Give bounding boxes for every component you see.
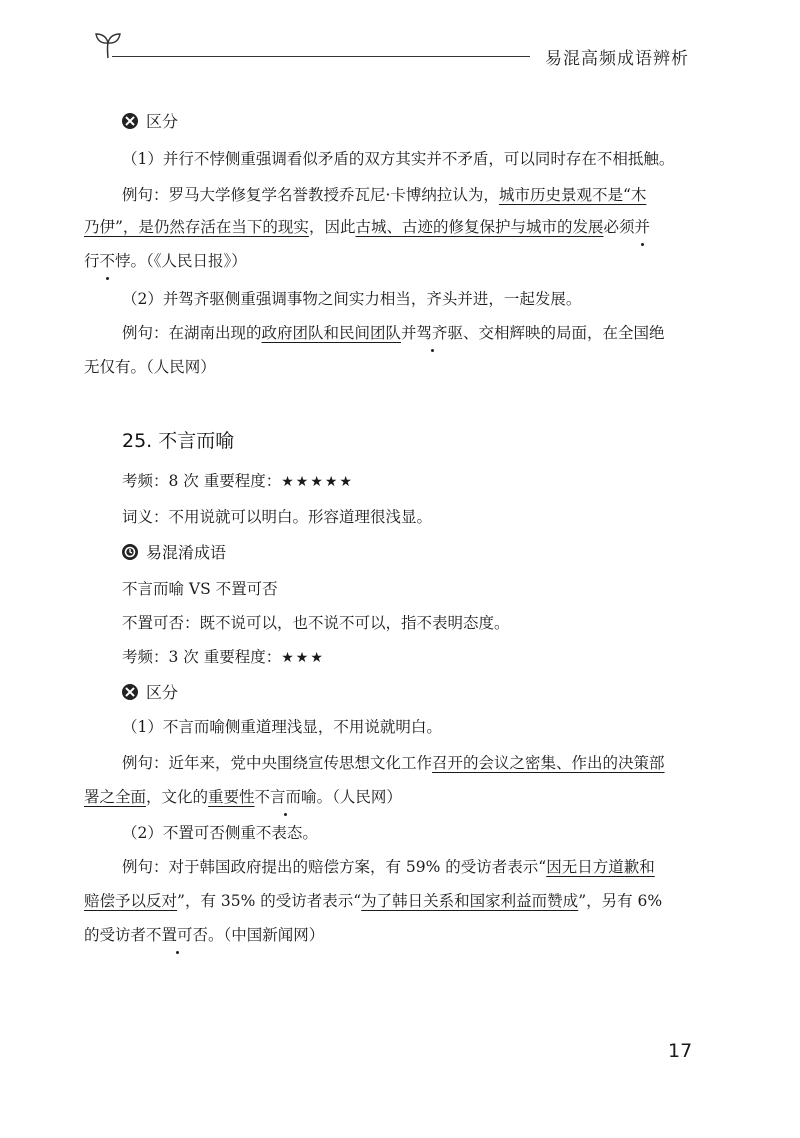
meaning-line: 词义：不用说就可以明白。形容道理很浅显。: [122, 508, 433, 526]
text-span: 。（《人民日报》）: [130, 252, 247, 270]
header-title: 易混高频成语辨析: [545, 49, 689, 69]
confuse-label: [122, 542, 226, 564]
text-span: 例句：在湖南出现的: [122, 324, 262, 342]
example-line: [84, 924, 324, 946]
entry-heading: 25. 不言而喻: [122, 430, 235, 452]
paragraph: （2）不置可否侧重不表态。: [122, 824, 318, 842]
section-label: [122, 111, 178, 133]
underlined-text: 为了韩日关系和国家利益而赞成: [361, 892, 579, 910]
vs-line: 不言而喻 VS 不置可否: [122, 580, 278, 598]
importance-stars: ★★★★★: [281, 474, 354, 490]
example-line: [122, 752, 665, 774]
example-line: 无仅有。（人民网）: [84, 358, 216, 376]
frequency-label: 考频：3 次 重要程度：: [122, 648, 282, 666]
confuse-label-text: 易混淆成语: [146, 543, 227, 562]
emphasis-text: 并: [634, 218, 650, 236]
frequency-label: 考频：8 次 重要程度：: [122, 472, 282, 490]
confuse-icon: [122, 544, 138, 560]
section-label-text: 区分: [146, 112, 179, 131]
emphasis-text: 不言而喻: [254, 788, 317, 806]
text-span: 。（中国新闻网）: [208, 926, 325, 944]
text-span: 例句：对于韩国政府提出的赔偿方案，有 59% 的受访者表示“: [122, 858, 547, 876]
underlined-text: 重要性: [208, 788, 255, 806]
page-number: 17: [668, 1040, 693, 1062]
emphasis-text: 不置可否: [146, 926, 209, 944]
emphasis-text: 并驾齐驱: [401, 324, 464, 342]
text-span: 例句：近年来，党中央围绕宣传思想文化工作: [122, 754, 433, 772]
frequency-line: [122, 646, 325, 669]
text-span: 必须: [603, 218, 635, 236]
underlined-text: 因无日方道歉和: [546, 858, 655, 876]
paragraph: （2）并驾齐驱侧重强调事物之间实力相当，齐头并进，一起发展。: [122, 290, 582, 308]
example-line: [84, 786, 402, 808]
text-span: 例句：罗马大学修复学名誉教授乔瓦尼·卡博纳拉认为，: [122, 186, 499, 204]
underlined-text: 召开的会议之密集、作出的决策部: [432, 754, 665, 772]
underlined-text: 赔偿予以反对: [84, 892, 178, 910]
distinguish-icon: [122, 684, 138, 700]
distinguish-icon: [122, 113, 138, 129]
definition-line: 不置可否：既不说可以，也不说不可以，指不表明态度。: [122, 614, 510, 632]
example-line: [122, 322, 665, 344]
text-span: 。（人民网）: [316, 788, 402, 806]
text-span: 的受访者: [84, 926, 147, 944]
example-line: [84, 250, 247, 272]
section-label: [122, 682, 178, 704]
underlined-text: 古城、古迹的修复保护与城市的发展: [355, 218, 604, 236]
emphasis-text: 行不悖: [84, 252, 131, 270]
text-span: ”，有 35% 的受访者表示“: [177, 892, 362, 910]
example-line: [84, 216, 650, 238]
example-line: [84, 890, 662, 912]
example-line: [122, 184, 646, 206]
underlined-text: 城市历史景观不是“木: [498, 186, 647, 204]
underlined-text: 政府团队和民间团队: [261, 324, 402, 342]
example-line: [122, 856, 655, 878]
paragraph: （1）并行不悖侧重强调看似矛盾的双方其实并不矛盾，可以同时存在不相抵触。: [122, 150, 675, 168]
frequency-line: [122, 470, 354, 493]
paragraph: （1）不言而喻侧重道理浅显，不用说就明白。: [122, 718, 442, 736]
text-span: 、交相辉映的局面，在全国绝: [463, 324, 665, 342]
underlined-text: 乃伊”，是仍然存活在当下的现实: [84, 218, 309, 236]
underlined-text: 署之全面: [84, 788, 147, 806]
text-span: ，因此: [308, 218, 356, 236]
header-rule: [112, 56, 530, 57]
text-span: ，文化的: [146, 788, 209, 806]
section-label-text: 区分: [146, 683, 179, 702]
importance-stars: ★★★: [281, 650, 325, 666]
text-span: ”，另有 6%: [578, 892, 663, 910]
